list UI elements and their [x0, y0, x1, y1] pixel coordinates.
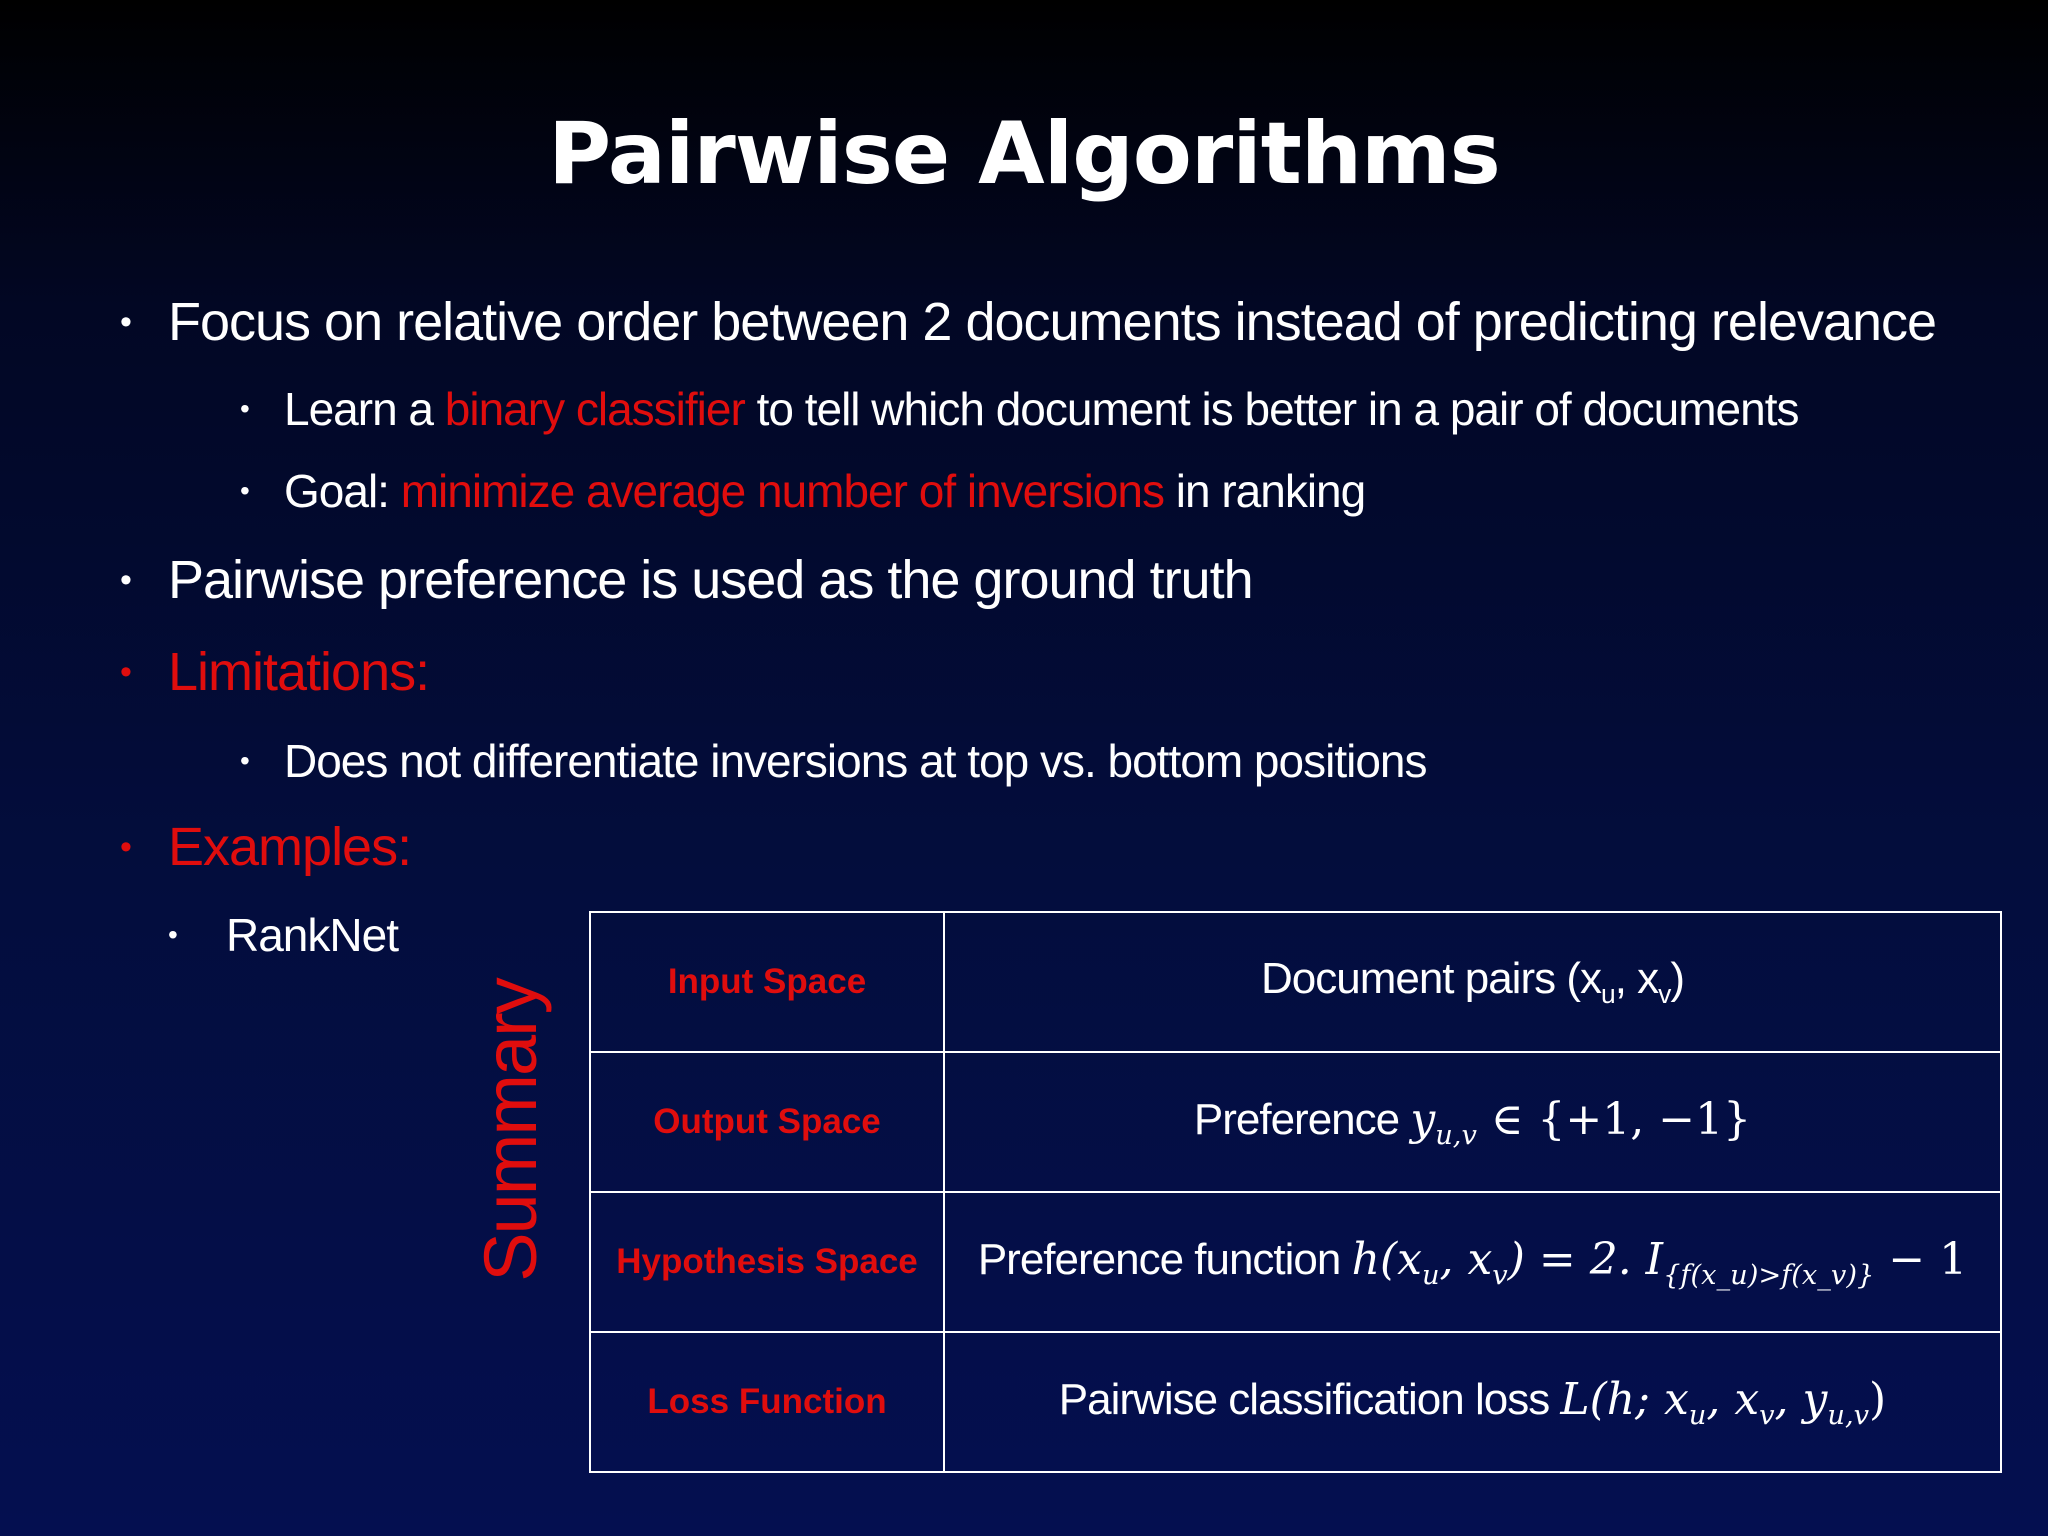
table-row	[590, 1192, 2001, 1332]
math-expression: L(h; $x_u$, $x_v$, $y_{u,v}$)	[1560, 1373, 1887, 1431]
summary-label	[440, 978, 580, 1282]
slide-title: Pairwise Algorithms	[548, 104, 1500, 204]
bullet-dot: •	[120, 828, 132, 866]
math-expression: $h(x_u$, $x_v) = 2$. $I_{\{f(x\_u)>f(x\_v)\}} - 1$	[1351, 1233, 1968, 1291]
bullet-text: Learn a binary classifier to tell which document is better in a pair of documents	[284, 383, 1799, 435]
table-row	[590, 912, 2001, 1052]
bullet-dot: •	[120, 561, 132, 599]
row-key: Loss Function	[590, 1332, 944, 1472]
bullet-text: Focus on relative order between 2 documents instead of predicting relevance	[168, 292, 1937, 352]
highlight-text: minimize average number of inversions	[400, 465, 1164, 517]
summary-text: Summary	[468, 978, 552, 1282]
bullet-text: Does not differentiate inversions at top vs. bottom positions	[284, 735, 1427, 787]
bullet-dot: •	[168, 919, 178, 950]
bullet-text: Pairwise preference is used as the ground truth	[168, 550, 1253, 610]
row-value: Pairwise classification loss L(h; $x_u$, $x_v$, $y_{u,v}$)	[944, 1332, 2001, 1472]
bullet-text: Examples:	[168, 817, 412, 877]
row-key: Input Space	[590, 912, 944, 1052]
bullet-text: RankNet	[226, 909, 398, 961]
row-value: Document pairs ($x_u$, $x_v$)	[944, 912, 2001, 1052]
bullet-dot: •	[240, 475, 250, 506]
bullet-dot: •	[120, 303, 132, 341]
bullet-dot: •	[240, 393, 250, 424]
math-expression: $y_{u,v}$ ∈ {+1, −1}	[1410, 1093, 1752, 1151]
bullet-text: Goal: minimize average number of inversions in ranking	[284, 465, 1366, 517]
row-value: Preference function $h(x_u$, $x_v) = 2$. $I_{\{f(x\_u)>f(x\_v)\}} - 1$	[944, 1192, 2001, 1332]
table-row	[590, 1332, 2001, 1472]
row-key: Hypothesis Space	[590, 1192, 944, 1332]
row-value: Preference $y_{u,v}$ ∈ {+1, −1}	[944, 1052, 2001, 1192]
row-key: Output Space	[590, 1052, 944, 1192]
table-row	[590, 1052, 2001, 1192]
summary-table	[589, 911, 2002, 1473]
bullet-text: Limitations:	[168, 642, 430, 702]
highlight-text: binary classifier	[444, 383, 745, 435]
bullet-dot: •	[240, 745, 250, 776]
bullet-dot: •	[120, 653, 132, 691]
